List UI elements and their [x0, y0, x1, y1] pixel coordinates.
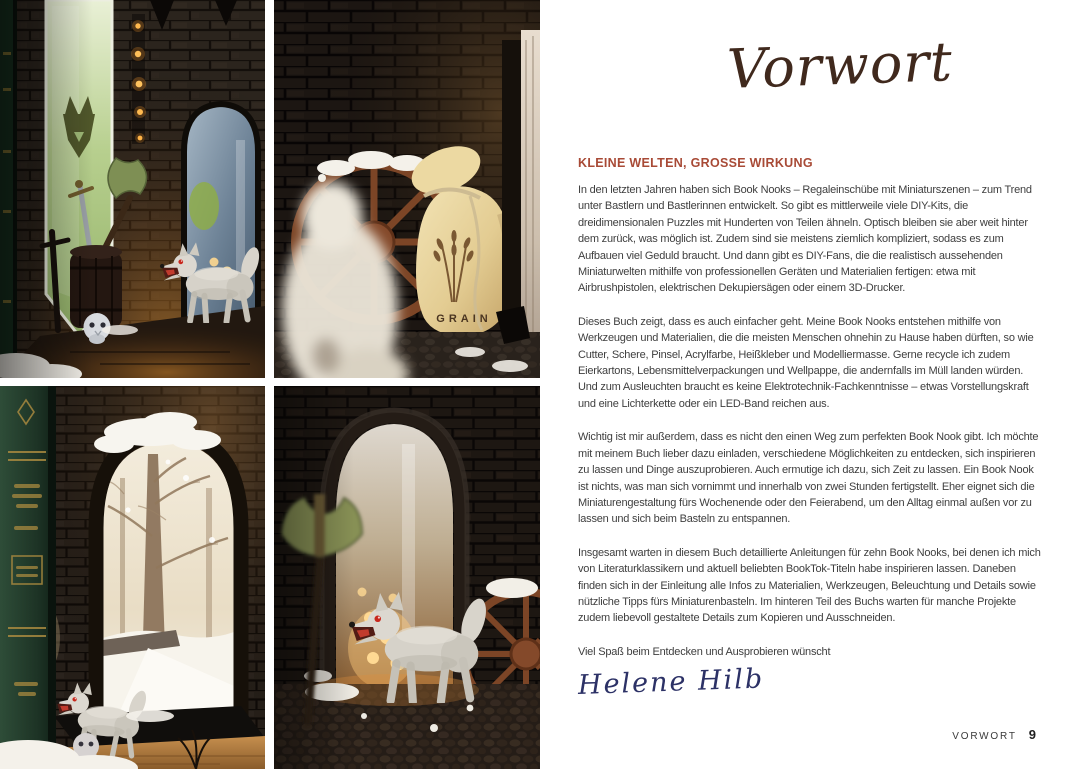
body-copy — [578, 182, 1042, 701]
footer-page-number: 9 — [1028, 727, 1036, 742]
paragraph: Dieses Buch zeigt, dass es auch einfacher geht. Meine Book Nooks entstehen mithilfe von Werkzeugen und Materialien, die die meisten Menschen ohnehin zu Hause haben dürften, so wie Cutter, Schere, Pinsel, Acrylfarbe, Heißkleber und Modelliermasse. Gerne recycle ich zudem Eierkartons, Lebensmittelverpackungen und Wellpappe, die andernfalls im Müll landen würden. Und zum Ausleuchten braucht es keine Elektrotechnik-Fachkenntnisse – etwas Vorstellungskraft und eine Lichterkette oder ein LED-Band reichen aus. — [578, 315, 1034, 410]
paragraph: Wichtig ist mir außerdem, dass es nicht den einen Weg zum perfekten Book Nook gibt. Ich möchte mit meinem Buch lieber dazu einladen, verschiedene Möglichkeiten zu entdecken, sich inspirieren zu lassen und Dinge auszuprobieren. Auch ermutige ich dazu, sich Zeit zu lassen. Ein Book Nook ist nichts, was man sich vornimmt und innerhalb von zwei Stunden fertigstellt. Eher eignet sich die Miniaturengestaltung fürs Wochenende oder den Feierabend, um den Alltag einmal außen vor zu lassen und sich beim Basteln zu entspannen. — [578, 431, 1039, 526]
photo-wolf-cobblestones — [274, 386, 540, 769]
photo-castle-armory — [0, 0, 265, 378]
paragraph: In den letzten Jahren haben sich Book Nooks – Regaleinschübe mit Miniaturszenen – zum Trend unter Bastlern und Bastlerinnen entwickelt. So gibt es mittlerweile viele DIY-Kits, die dreidimensionalen Puzzles mit Hunderten von Teilen ähneln. Optisch bleiben sie aber weit hinter dem zurück, was möglich ist. Zudem sind sie meistens ziemlich kompliziert, sodass es zum Aufbauen viel Geduld braucht. Und dann gibt es DIY-Fans, die die realistisch aussehenden Miniaturwelten mithilfe von professionellen Geräten und Materialien fertigen: etwa mit Airbrushpistolen, elektrischen Dekupiersägen oder einem 3D-Drucker. — [578, 184, 1032, 295]
author-signature: Helene Hilb — [577, 663, 765, 702]
section-heading: KLEINE WELTEN, GROSSE WIRKUNG — [578, 156, 813, 170]
page-footer — [952, 727, 1036, 742]
footer-chapter-label: VORWORT — [952, 731, 1017, 742]
snowy-forest-archway — [103, 442, 234, 720]
closing-line: Viel Spaß beim Entdecken und Ausprobieren wünscht — [578, 645, 831, 658]
page-title: Vorwort — [726, 30, 954, 101]
photo-snowy-archway — [0, 386, 265, 769]
right-page — [540, 0, 1080, 769]
antique-book-spine — [0, 386, 56, 769]
photo-grain-sack — [274, 0, 540, 378]
grain-sack-label: GRAIN — [436, 313, 492, 325]
paragraph: Insgesamt warten in diesem Buch detaillierte Anleitungen für zehn Book Nooks, bei denen ich mich von Literaturklassikern und aktuell beliebten BookTok-Titeln habe inspirieren lassen. Daneben finden sich in der Einleitung alle Infos zu Materialien, Werkzeugen, Beleuchtung und Details sowie nützliche Tipps fürs Miniaturenbasteln. Im hinteren Teil des Buchs warten für manche Projekte zudem liebevoll gestaltete Details zum Kopieren und Ausschneiden. — [578, 546, 1041, 625]
